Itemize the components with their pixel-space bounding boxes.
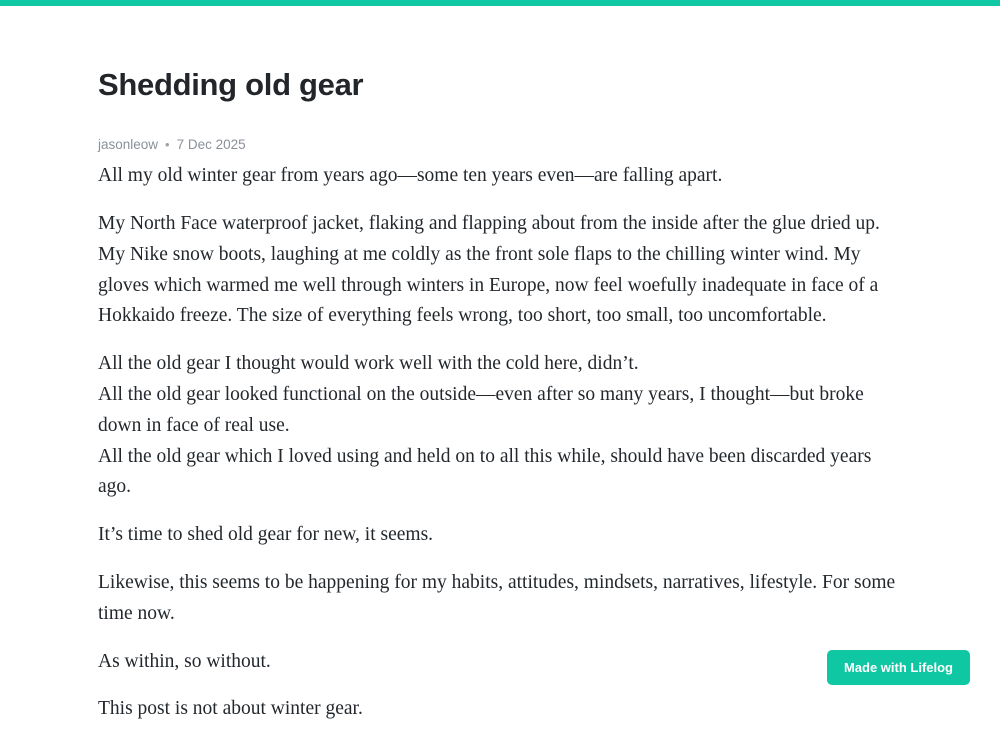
author-link[interactable]: jasonleow	[98, 137, 159, 153]
post-container	[0, 6, 1000, 742]
post-paragraph: Likewise, this seems to be happening for my habits, attitudes, mindsets, narratives, lifestyle. For some time now.	[98, 571, 896, 624]
page-title: Shedding old gear	[98, 67, 364, 102]
post-paragraph: All the old gear I thought would work well with the cold here, didn’t.	[98, 353, 639, 375]
post-paragraph: My North Face waterproof jacket, flaking and flapping about from the inside after the glue dried up. My Nike snow boots, laughing at me coldly as the front sole flaps to the chilling winter wind. My gloves which warmed me well through winters in Europe, now feel woefully inadequate in face of a Hokkaido freeze. The size of everything feels wrong, too short, too small, too uncomfortable.	[98, 212, 880, 327]
post-body	[98, 161, 902, 725]
meta-separator-dot: •	[165, 137, 170, 153]
post-paragraph: This post is not about winter gear.	[98, 698, 363, 720]
post-paragraph: All my old winter gear from years ago—some ten years even—are falling apart.	[98, 165, 723, 187]
made-with-lifelog-button[interactable]: Made with Lifelog	[827, 650, 970, 685]
post-meta	[98, 137, 902, 152]
post-paragraph: All the old gear looked functional on the outside—even after so many years, I thought—but broke down in face of real use.	[98, 383, 864, 436]
post-paragraph: As within, so without.	[98, 650, 271, 672]
post-paragraph: All the old gear which I loved using and held on to all this while, should have been discarded years ago.	[98, 445, 872, 498]
post-paragraph: It’s time to shed old gear for new, it seems.	[98, 524, 434, 546]
footer-badge-container	[827, 650, 970, 685]
post-date: 7 Dec 2025	[176, 137, 246, 153]
